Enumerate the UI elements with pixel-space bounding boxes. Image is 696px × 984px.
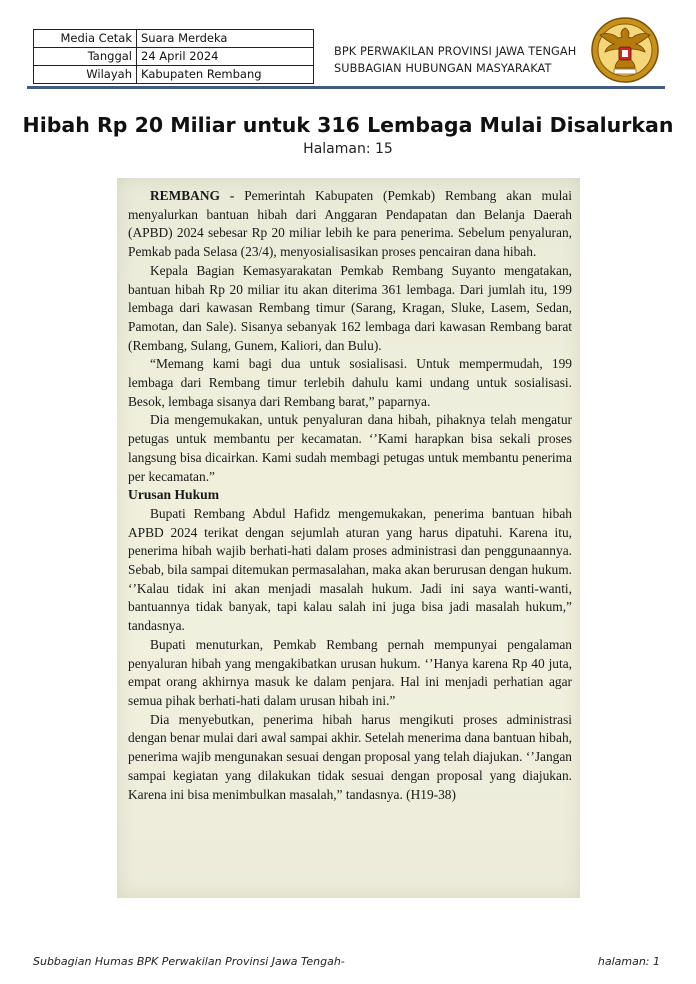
subheading: Urusan Hukum <box>128 487 220 503</box>
date-value: 24 April 2024 <box>137 48 314 66</box>
paragraph-2: Kepala Bagian Kemasyarakatan Pemkab Rembang Suyanto mengatakan, bantuan hibah Rp 20 miliar itu akan diterima 361 lembaga. Dari jumlah itu, 199 lembaga dari kawasan Rembang timur (Sarang, Kragan, Sluke, Lasem, Sedan, Pamotan, dan Sale). Sisanya sebanyak 162 lembaga dari kawasan Rembang barat (Rembang, Sulang, Gunem, Kaliori, dan Bulu). <box>128 262 572 353</box>
garuda-emblem-icon <box>590 16 660 84</box>
dateline: REMBANG - <box>150 188 235 203</box>
page-reference: Halaman: 15 <box>303 141 393 157</box>
region-value: Kabupaten Rembang <box>137 66 314 84</box>
media-value: Suara Merdeka <box>137 30 314 48</box>
organization-name <box>334 43 576 77</box>
newspaper-clipping <box>117 178 580 898</box>
footer-page-number: halaman: 1 <box>597 955 660 968</box>
paragraph-1-text: Pemerintah Kabupaten (Pemkab) Rembang akan mulai menyalurkan bantuan hibah dari Anggaran Pendapatan dan Belanja Daerah (APBD) 2024 sebesar Rp 20 miliar lebih ke para penerima. Sebelum penyaluran, Pemkab pada Selasa (23/4), menyosialisasikan proses pencairan dana hibah. <box>128 188 572 260</box>
media-info-row <box>34 30 314 48</box>
org-line-2: SUBBAGIAN HUBUNGAN MASYARAKAT <box>334 62 552 75</box>
region-label: Wilayah <box>34 66 137 84</box>
org-line-1: BPK PERWAKILAN PROVINSI JAWA TENGAH <box>334 45 577 58</box>
paragraph-5: Bupati Rembang Abdul Hafidz mengemukakan, penerima bantuan hibah APBD 2024 terikat dengan sejumlah aturan yang harus dipatuhi. Karena itu, penerima hibah wajib berhati-hati dalam proses administrasi dan penggunaannya. Sebab, bila sampai ditemukan permasalahan, maka akan berurusan dengan hukum. ‘’Kalau tidak ini akan menjadi masalah hukum. Jadi ini saya wanti-wanti, bantuannya tidak banyak, tapi kalau salah ini juga bisa jadi masalah hukum,” tandasnya. <box>128 505 572 634</box>
media-label: Media Cetak <box>34 30 137 48</box>
paragraph-3: “Memang kami bagi dua untuk sosialisasi. Untuk mempermudah, 199 lembaga dari Rembang timur terlebih dahulu kami undang untuk sosialisasi. Besok, lembaga sisanya dari Rembang barat,” paparnya. <box>128 356 572 409</box>
date-info-row <box>34 48 314 66</box>
article-body <box>128 187 572 804</box>
paragraph-6: Bupati menuturkan, Pemkab Rembang pernah mempunyai pengalaman penyaluran hibah yang mengakibatkan urusan hukum. ‘’Hanya karena Rp 40 juta, empat orang akhirnya masuk ke dalam penjara. Hal ini menjadi perhatian agar semua pihak berhati-hati dalam urusan hibah ini.” <box>128 636 572 708</box>
date-label: Tanggal <box>34 48 137 66</box>
footer-organization: Subbagian Humas BPK Perwakilan Provinsi Jawa Tengah- <box>33 955 345 968</box>
paragraph-1 <box>128 187 572 262</box>
header-divider <box>27 86 665 89</box>
region-info-row <box>34 66 314 84</box>
media-info-table <box>33 29 314 84</box>
paragraph-4: Dia mengemukakan, untuk penyaluran dana hibah, pihaknya telah mengatur petugas untuk membantu per kecamatan. ‘’Kami harapkan bisa sekali proses langsung bisa dicairkan. Kami sudah membagi petugas untuk membantu penerima per kecamatan.” <box>128 412 572 484</box>
article-title: Hibah Rp 20 Miliar untuk 316 Lembaga Mulai Disalurkan <box>22 113 674 137</box>
paragraph-7: Dia menyebutkan, penerima hibah harus mengikuti proses administrasi dengan benar mulai dari awal sampai akhir. Setelah menerima dana bantuan hibah, penerima wajib mengunakan sesuai dengan proposal yang telah diajukan. ‘’Jangan sampai kegiatan yang dilakukan tidak sesuai dengan proposal yang diajukan. Karena ini bisa menimbulkan masalah,” tandasnya. (H19-38) <box>128 711 572 802</box>
